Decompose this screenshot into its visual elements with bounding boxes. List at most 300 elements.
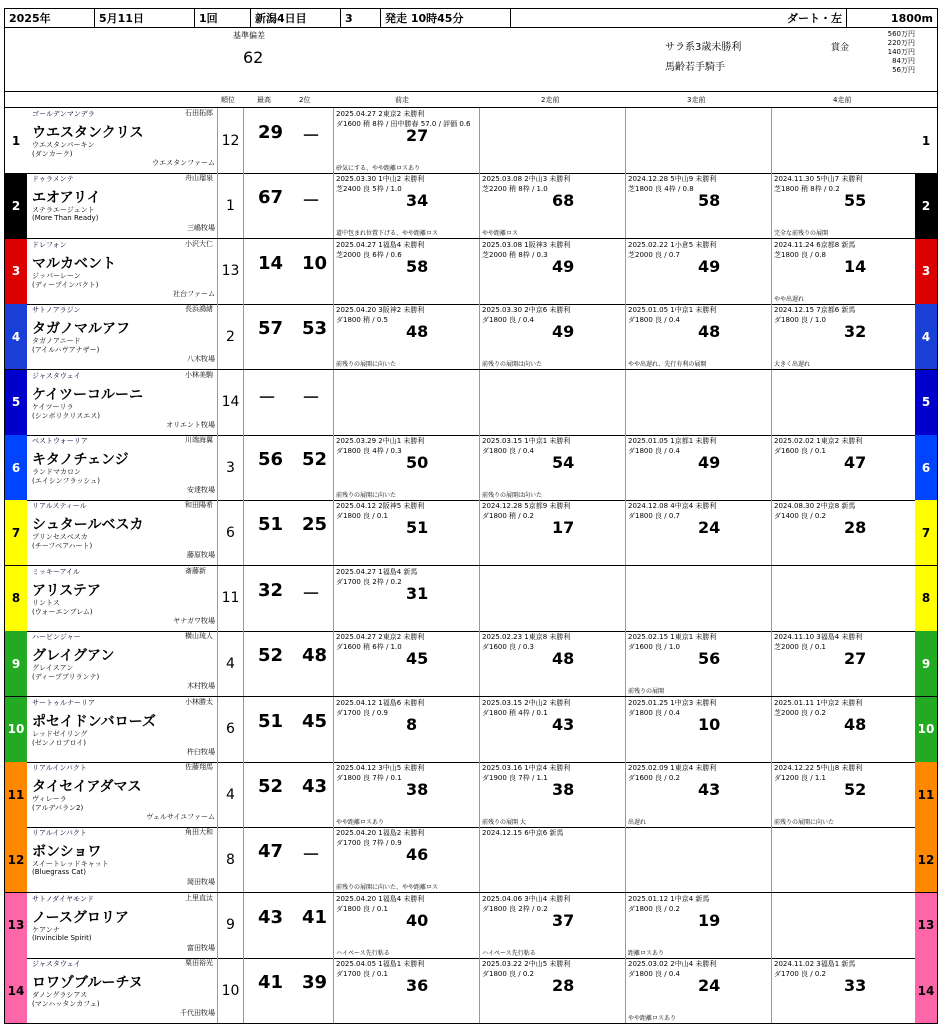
race-comment: 前残りの展開は向いた xyxy=(482,361,543,369)
race-header-text: 2025.01.05 1中京1 未勝利 xyxy=(628,306,717,315)
broodmare-sire: (ゼンノロブロイ) xyxy=(32,738,86,747)
race-index: 34 xyxy=(406,191,429,211)
broodmare-sire: (ダンカーク) xyxy=(32,150,73,158)
past-race xyxy=(333,827,479,892)
second-index: 48 xyxy=(302,645,328,667)
broodmare-sire: (More Than Ready) xyxy=(32,214,99,223)
horse-number: 10 xyxy=(5,697,27,762)
horse-row xyxy=(4,108,938,174)
race-header-text: 2025.04.20 1福島4 未勝利 xyxy=(336,894,425,903)
past-race xyxy=(479,697,625,762)
horse-info xyxy=(27,108,217,173)
race-detail: 芝2000 良 6枠 / 0.6 xyxy=(336,250,402,259)
race-index: 48 xyxy=(552,649,575,669)
past-race xyxy=(479,827,625,892)
horse-row xyxy=(4,762,938,828)
past-race xyxy=(625,500,771,565)
race-header-text: 2025.04.06 3中山4 未勝利 xyxy=(482,894,571,903)
dam: グレイスアン xyxy=(32,664,74,673)
race-index: 48 xyxy=(406,322,429,342)
horse-row xyxy=(4,173,938,239)
horse-row xyxy=(4,239,938,305)
race-index: 47 xyxy=(844,453,867,472)
horse-info xyxy=(27,239,217,304)
race-detail: ダ1800 良 / 0.7 xyxy=(628,512,680,521)
jockey: 小沢大仁 xyxy=(185,239,213,248)
race-header-text: 2024.12.08 4中京4 未勝利 xyxy=(628,502,717,511)
race-index: 58 xyxy=(406,256,429,276)
race-comment: 完全な前残りの展開 xyxy=(774,230,829,238)
jockey: 舟山瑠泉 xyxy=(185,174,213,183)
race-index: 33 xyxy=(844,976,867,996)
horse-row xyxy=(4,893,938,959)
horse-name: タガノマルアフ xyxy=(32,321,130,338)
race-comment: 大きく出遅れ xyxy=(774,361,811,369)
horse-name: エオアリイ xyxy=(32,190,101,207)
std-label: 基準偏差 xyxy=(233,31,265,40)
std-value: 62 xyxy=(243,48,264,67)
distance: 1800m xyxy=(890,11,933,25)
index-values xyxy=(243,697,333,762)
horse-info xyxy=(27,762,217,827)
race-header-text: 2025.04.27 1福島4 新馬 xyxy=(336,567,418,576)
past-race xyxy=(333,500,479,565)
best-index: 67 xyxy=(258,187,284,209)
horse-name: ケイツーコルーニ xyxy=(32,386,144,403)
race-detail: 芝1800 良 4枠 / 0.8 xyxy=(628,185,694,194)
prize-list: 560万円 220万円 140万円 84万円 56万円 xyxy=(887,30,915,74)
race-header-text: 2025.01.05 1京都1 未勝利 xyxy=(628,437,717,445)
horse-row xyxy=(4,631,938,697)
index-values xyxy=(243,173,333,238)
race-index: 50 xyxy=(406,453,429,472)
race-index: 28 xyxy=(552,976,575,996)
best-index: 29 xyxy=(258,122,284,143)
broodmare-sire: (ディープブリランテ) xyxy=(32,673,100,682)
race-header-text: 2025.04.27 2東京2 未勝利 xyxy=(336,633,425,642)
race-header-text: 2025.04.12 2阪神5 未勝利 xyxy=(336,502,425,511)
dam: タガノアニード xyxy=(32,337,81,346)
index-values xyxy=(243,304,333,369)
rank: 6 xyxy=(217,697,243,762)
race-header-text: 2024.12.28 5中山9 未勝利 xyxy=(628,175,717,184)
horse-row xyxy=(4,500,938,566)
sire: ジャスタウェイ xyxy=(32,371,81,380)
race-detail: ダ1800 良 7枠 / 0.1 xyxy=(336,774,402,782)
broodmare-sire: (Bluegrass Cat) xyxy=(32,868,87,877)
broodmare-sire: (ウォーエンブレム) xyxy=(32,607,93,616)
past-race xyxy=(333,697,479,762)
race-comment: やや出遅れ、先行有利の展開 xyxy=(628,361,707,369)
race-header-text: 2025.02.09 1東京4 未勝利 xyxy=(628,764,717,772)
race-header-text: 2025.02.15 1東京1 未勝利 xyxy=(628,633,717,642)
second-index: － xyxy=(302,845,320,867)
jockey: 長浜鴻緒 xyxy=(185,305,213,314)
past-race xyxy=(625,566,771,631)
past-race xyxy=(771,239,917,304)
race-comment: 前残りの展開に向いた xyxy=(336,361,397,369)
race-detail: ダ1700 良 2枠 / 0.2 xyxy=(336,577,402,586)
horse-name: グレイグアン xyxy=(32,648,115,665)
race-index: 38 xyxy=(552,780,575,799)
dam: ステラエージェント xyxy=(32,206,95,215)
horse-number: 14 xyxy=(5,958,27,1023)
past-race xyxy=(771,893,917,958)
dam: レッドゼイリング xyxy=(32,729,88,738)
race-header-text: 2025.03.08 1阪神3 未勝利 xyxy=(482,240,571,249)
horse-row xyxy=(4,566,938,632)
horse-info xyxy=(27,435,217,500)
race-header-text: 2025.04.27 1福島4 未勝利 xyxy=(336,240,425,249)
race-detail: 芝1800 稍 8枠 / 0.2 xyxy=(774,185,840,194)
race-index: 28 xyxy=(844,518,867,538)
race-detail: ダ1600 良 / 0.1 xyxy=(774,447,826,455)
jockey: 佐藤翔馬 xyxy=(185,763,213,771)
past-race xyxy=(333,304,479,369)
race-comment: 前残りの展開 大 xyxy=(482,819,526,826)
second-index: － xyxy=(302,191,320,213)
sire: リアルインパクト xyxy=(32,829,87,838)
past-race xyxy=(771,697,917,762)
horse-name: ウエスタンクリス xyxy=(32,125,144,141)
race-header-text: 2025.03.08 2中山3 未勝利 xyxy=(482,175,571,184)
race-index: 10 xyxy=(698,714,721,734)
horse-name: タイセイアダマス xyxy=(32,779,142,795)
past-race xyxy=(771,566,917,631)
sire: ミッキーアイル xyxy=(32,567,80,576)
index-values xyxy=(243,435,333,500)
best-index: 51 xyxy=(258,514,284,536)
horse-number: 3 xyxy=(5,239,27,304)
best-index: 57 xyxy=(258,318,284,340)
horse-info xyxy=(27,958,217,1023)
jockey: 小林勝太 xyxy=(185,697,213,706)
race-detail: ダ1800 稍 / 0.2 xyxy=(482,512,534,521)
race-comment: 前残りの展開に向いた xyxy=(336,492,397,499)
race-header-text: 2025.02.23 1東京8 未勝利 xyxy=(482,633,571,642)
horse-name: ボンショワ xyxy=(32,844,102,861)
race-header-text: 2025.03.29 2中山1 未勝利 xyxy=(336,437,425,445)
horse-row xyxy=(4,370,938,436)
past-race xyxy=(625,239,771,304)
past-race xyxy=(771,370,917,435)
sire: サートゥルナーリア xyxy=(32,698,95,707)
second-index: － xyxy=(302,583,320,605)
past-race xyxy=(625,173,771,238)
index-values xyxy=(243,631,333,696)
rank: 14 xyxy=(217,370,243,435)
past-race xyxy=(625,697,771,762)
race-header-text: 2025.03.30 1中山2 未勝利 xyxy=(336,175,425,184)
race-header-text: 2024.11.24 6京都8 新馬 xyxy=(774,240,856,249)
race-header-text: 2025.03.15 2中山2 未勝利 xyxy=(482,698,571,707)
horse-info xyxy=(27,566,217,631)
date: 5月11日 xyxy=(95,9,195,27)
sire: ベストウォーリア xyxy=(32,437,88,445)
race-index: 48 xyxy=(844,714,867,734)
column-header: 順位 最高 2位 前走 2走前 3走前 4走前 xyxy=(4,92,938,108)
venue-day: 新潟4日目 xyxy=(251,9,341,27)
jockey: 和田陽希 xyxy=(185,501,213,510)
past-race xyxy=(333,239,479,304)
past-race xyxy=(479,370,625,435)
farm: ヴェルサイユファーム xyxy=(146,813,215,821)
index-values xyxy=(243,500,333,565)
race-index: 49 xyxy=(698,453,721,472)
race-condition: サラ系3歳未勝利 xyxy=(665,42,742,53)
past-race xyxy=(625,435,771,500)
race-index: 49 xyxy=(552,256,575,276)
past-race xyxy=(625,631,771,696)
broodmare-sire: (シンボリクリスエス) xyxy=(32,411,101,420)
past-race xyxy=(479,958,625,1023)
race-comment: ハイペース先行粘る xyxy=(482,949,536,957)
past-race xyxy=(771,435,917,500)
rank: 4 xyxy=(217,762,243,827)
race-header-text: 2025.01.12 1中京4 新馬 xyxy=(628,894,710,903)
jockey: 斎藤新 xyxy=(185,566,206,575)
rank: 6 xyxy=(217,500,243,565)
race-comment: 前残りの展開に向いた xyxy=(774,819,835,826)
farm: 八木牧場 xyxy=(187,355,215,364)
horse-row xyxy=(4,697,938,763)
index-values xyxy=(243,239,333,304)
past-race xyxy=(625,893,771,958)
race-header-text: 2025.04.27 2東京2 未勝利 xyxy=(336,110,425,118)
horse-number-right: 2 xyxy=(915,173,937,238)
race-detail: ダ1900 良 7枠 / 1.1 xyxy=(482,774,548,782)
horse-name: アリステア xyxy=(32,582,101,599)
past-race xyxy=(479,435,625,500)
race-comment: 砂気にする、やや距離ロスあり xyxy=(336,165,421,172)
horse-number: 1 xyxy=(5,108,27,173)
start-time: 発走 10時45分 xyxy=(381,9,511,27)
dam: スイートレッドキャット xyxy=(32,860,109,869)
race-header-text: 2025.01.25 1中京3 未勝利 xyxy=(628,698,717,707)
best-index: 43 xyxy=(258,906,284,928)
race-index: 27 xyxy=(844,649,867,669)
race-header-text: 2024.12.28 5京都9 未勝利 xyxy=(482,502,571,511)
sire: サトノダイヤモンド xyxy=(32,894,94,903)
past-race xyxy=(771,108,917,173)
broodmare-sire: (ディープインパクト) xyxy=(32,280,99,289)
race-comment: やや距離ロス xyxy=(482,230,519,238)
race-header xyxy=(4,8,938,28)
race-header-text: 2025.04.20 1福島2 未勝利 xyxy=(336,829,425,838)
broodmare-sire: (アルデバラン2) xyxy=(32,804,84,812)
rank: 1 xyxy=(217,173,243,238)
horse-number-right: 12 xyxy=(915,827,937,892)
race-detail: ダ1800 稍 / 0.5 xyxy=(336,316,388,325)
second-index: 43 xyxy=(302,776,328,797)
broodmare-sire: (チーフベアハート) xyxy=(32,542,93,551)
race-detail: ダ1800 良 / 0.1 xyxy=(336,512,388,521)
rank: 11 xyxy=(217,566,243,631)
farm: 富田牧場 xyxy=(187,943,215,952)
race-header-text: 2024.08.30 2中京8 新馬 xyxy=(774,502,856,511)
horse-number-right: 5 xyxy=(915,370,937,435)
farm: 安達牧場 xyxy=(187,486,215,494)
race-header-text: 2024.11.10 3福島4 未勝利 xyxy=(774,633,863,642)
horse-number-right: 14 xyxy=(915,958,937,1023)
past-race xyxy=(479,304,625,369)
race-index: 14 xyxy=(844,256,867,276)
kai: 1回 xyxy=(195,9,251,27)
sire: ドゥラメンテ xyxy=(32,175,74,184)
horse-info xyxy=(27,173,217,238)
index-values xyxy=(243,958,333,1023)
horse-info xyxy=(27,827,217,892)
dam: ダノングラシアス xyxy=(32,991,88,1000)
past-race xyxy=(625,370,771,435)
sire: サトノアラジン xyxy=(32,306,81,315)
past-race xyxy=(333,762,479,827)
rank: 4 xyxy=(217,631,243,696)
past-race xyxy=(479,893,625,958)
race-comment: 距離ロスあり xyxy=(628,949,665,957)
race-index: 38 xyxy=(406,780,429,799)
past-race xyxy=(625,958,771,1023)
farm: オリエント牧場 xyxy=(166,420,215,429)
horse-name: ノースグロリア xyxy=(32,909,129,926)
horse-row xyxy=(4,304,938,370)
past-race xyxy=(333,173,479,238)
jockey: 小林美駒 xyxy=(185,370,213,379)
horse-info xyxy=(27,631,217,696)
race-detail: ダ1800 良 4枠 / 0.3 xyxy=(336,447,402,455)
farm: ヤナガワ牧場 xyxy=(173,616,215,625)
race-sub-condition: 馬齢若手騎手 xyxy=(665,62,725,73)
sire: ハービンジャー xyxy=(32,633,81,642)
race-index: 49 xyxy=(552,322,575,342)
horse-number: 11 xyxy=(5,762,27,827)
race-index: 19 xyxy=(698,910,721,930)
race-detail: ダ1600 稍 6枠 / 1.0 xyxy=(336,643,402,652)
horse-number: 6 xyxy=(5,435,27,500)
race-index: 27 xyxy=(406,126,429,145)
horse-name: ロワゾブルーチヌ xyxy=(32,975,143,992)
best-index: 56 xyxy=(258,449,284,470)
race-detail: ダ1700 良 7枠 / 0.9 xyxy=(336,839,402,848)
race-header-text: 2025.02.22 1小倉5 未勝利 xyxy=(628,240,717,249)
race-header-text: 2025.04.05 1福島1 未勝利 xyxy=(336,960,425,969)
race-header-text: 2024.12.22 5中山8 未勝利 xyxy=(774,764,863,772)
past-race xyxy=(333,108,479,173)
race-index: 48 xyxy=(698,322,721,342)
rank: 3 xyxy=(217,435,243,500)
index-values xyxy=(243,762,333,827)
best-index: 14 xyxy=(258,252,284,274)
race-detail: ダ1800 良 / 0.4 xyxy=(482,447,534,455)
horse-number-right: 10 xyxy=(915,697,937,762)
race-detail: 芝2000 良 / 0.2 xyxy=(774,708,826,717)
horse-info xyxy=(27,697,217,762)
year: 2025年 xyxy=(5,9,95,27)
race-detail: ダ1800 良 / 0.2 xyxy=(628,904,680,913)
farm: 木村牧場 xyxy=(187,682,215,691)
race-header-text: 2025.04.20 3阪神2 未勝利 xyxy=(336,306,425,315)
farm: ウエスタンファーム xyxy=(152,159,215,167)
dam: ランドマカロン xyxy=(32,468,81,476)
best-index: － xyxy=(258,387,276,409)
race-detail: ダ1700 良 / 0.9 xyxy=(336,708,388,717)
jockey: 上里直汰 xyxy=(185,893,213,902)
race-header-text: 2025.03.22 2中山5 未勝利 xyxy=(482,960,571,969)
race-index: 49 xyxy=(698,256,721,276)
horse-name: ポセイドンバローズ xyxy=(32,713,156,730)
horse-row xyxy=(4,827,938,893)
farm: 千代田牧場 xyxy=(180,1009,215,1018)
past-race xyxy=(771,762,917,827)
second-index: 52 xyxy=(302,449,328,470)
race-comment: 道中包まれ位置下げる、やや距離ロス xyxy=(336,230,439,238)
horse-number-right: 1 xyxy=(915,108,937,173)
horse-number: 12 xyxy=(5,827,27,892)
second-index: 39 xyxy=(302,972,328,994)
race-comment: 前残りの展開 xyxy=(628,688,665,696)
race-header-text: 2025.04.12 1福島6 未勝利 xyxy=(336,698,425,707)
race-header-text: 2024.12.15 7京都6 新馬 xyxy=(774,306,856,315)
past-race xyxy=(625,827,771,892)
broodmare-sire: (Invincible Spirit) xyxy=(32,933,92,942)
sire: ゴールデンマンデラ xyxy=(32,110,95,118)
race-index: 24 xyxy=(698,976,721,996)
race-comment: 出遅れ xyxy=(628,819,647,826)
rank: 8 xyxy=(217,827,243,892)
dam: ケイツーリラ xyxy=(32,402,74,411)
rank: 13 xyxy=(217,239,243,304)
horse-info xyxy=(27,500,217,565)
best-index: 52 xyxy=(258,776,284,797)
race-comment: 前残りの展開に向いた、やや距離ロス xyxy=(336,884,439,892)
past-race xyxy=(771,173,917,238)
race-comment: やや出遅れ xyxy=(774,295,805,303)
horse-number-right: 7 xyxy=(915,500,937,565)
race-index: 46 xyxy=(406,845,429,865)
horse-number: 5 xyxy=(5,370,27,435)
past-race xyxy=(479,500,625,565)
horse-number-right: 9 xyxy=(915,631,937,696)
race-detail: ダ1600 稍 8枠 / 田中勝春 57.0 / 評価 0.6 xyxy=(336,120,471,128)
past-race xyxy=(333,566,479,631)
race-detail: ダ1800 良 / 0.4 xyxy=(628,316,680,325)
race-no: 3 xyxy=(341,9,381,27)
rank: 10 xyxy=(217,958,243,1023)
second-index: － xyxy=(302,126,320,147)
race-info xyxy=(4,28,938,92)
past-race xyxy=(625,108,771,173)
past-race xyxy=(333,958,479,1023)
horse-info xyxy=(27,893,217,958)
horse-number-right: 13 xyxy=(915,893,937,958)
broodmare-sire: (エイシンフラッシュ) xyxy=(32,477,101,485)
race-detail: ダ1800 良 / 0.4 xyxy=(628,708,680,717)
dam: ヴィレーラ xyxy=(32,795,67,803)
horse-number: 8 xyxy=(5,566,27,631)
dam: プリンセスベスカ xyxy=(32,533,88,542)
past-race xyxy=(479,762,625,827)
horse-number: 2 xyxy=(5,173,27,238)
index-values xyxy=(243,827,333,892)
race-header-text: 2024.11.02 3福島1 新馬 xyxy=(774,960,856,969)
past-race xyxy=(479,239,625,304)
race-header-text: 2025.01.11 1中京2 未勝利 xyxy=(774,698,863,707)
race-index: 45 xyxy=(406,649,429,669)
horse-number-right: 3 xyxy=(915,239,937,304)
past-race xyxy=(479,108,625,173)
second-index: 10 xyxy=(302,252,328,274)
race-detail: ダ1800 良 / 0.1 xyxy=(336,904,388,913)
